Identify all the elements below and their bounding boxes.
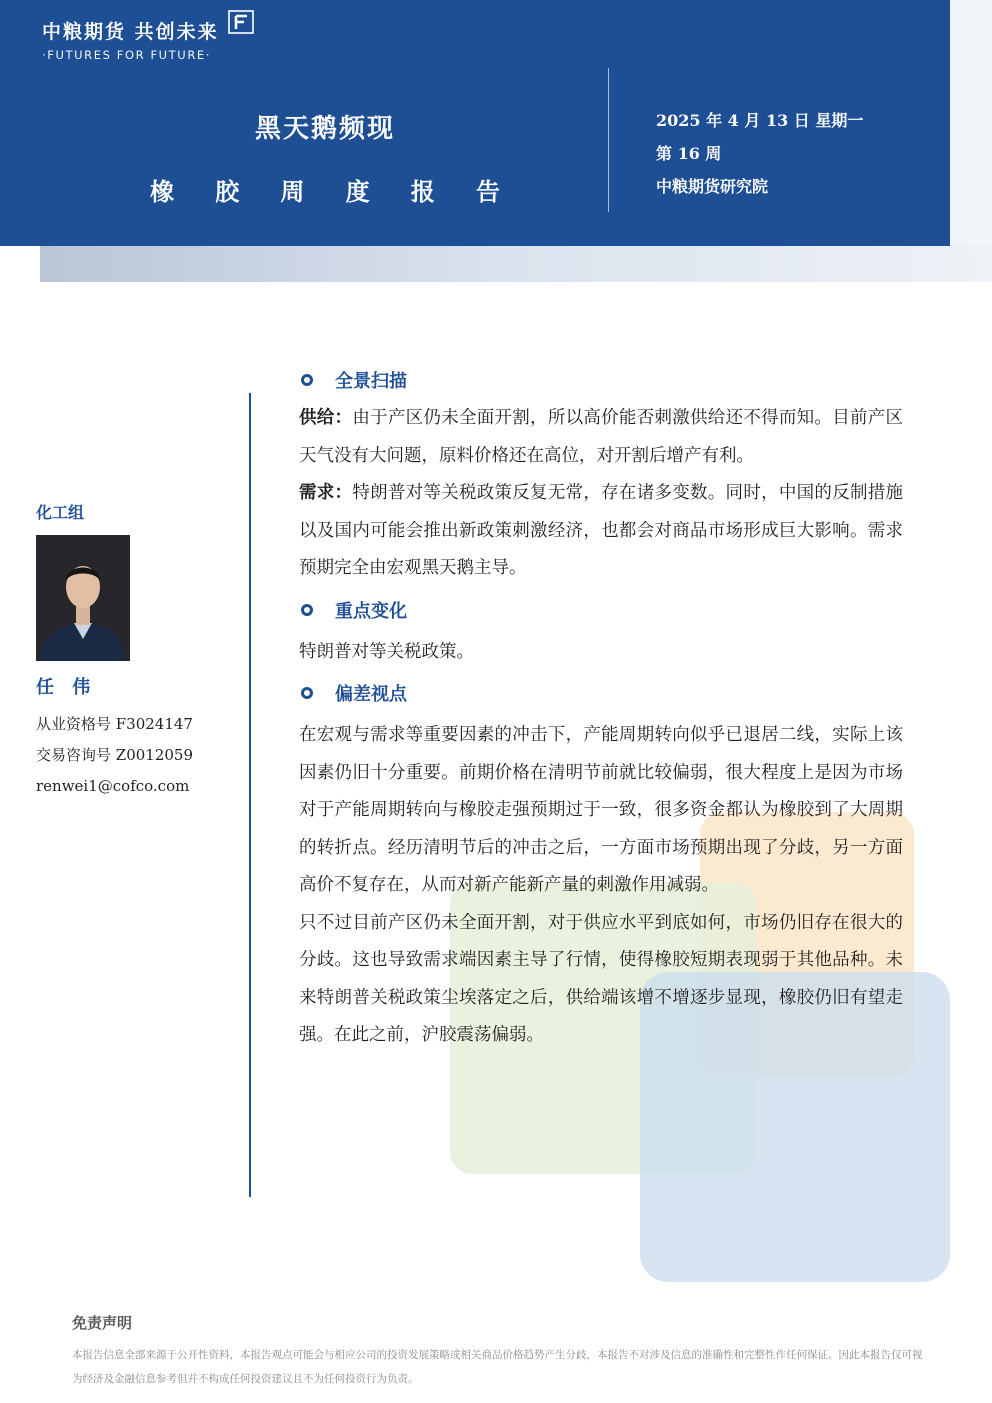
subtitle-char: 告: [475, 177, 500, 206]
subtitle-char: 橡: [150, 177, 174, 206]
subtitle-char: 周: [280, 177, 305, 206]
demand-text: 特朗普对等关税政策反复无常，存在诸多变数。同时，中国的反制措施以及国内可能会推出新政策刺激经济，也都会对商品市场形成巨大影响。需求预期完全由宏观黑天鹅主导。: [299, 483, 904, 578]
analyst-email[interactable]: renwei1@cofco.com: [36, 777, 190, 795]
header-divider: [608, 68, 609, 212]
logo-mark-icon: [228, 10, 254, 34]
deviation-paragraph-1: 在宏观与需求等重要因素的冲击下，产能周期转向似乎已退居二线，实际上该因素仍旧十分重要。前期价格在清明节前就比较偏弱，很大程度上是因为市场对于产能周期转向与橡胶走强预期过于一致，很多资金都认为橡胶到了大周期的转折点。经历清明节后的冲击之后，一方面市场预期出现了分歧，另一方面高价不复存在，从而对新产能新产量的刺激作用减弱。: [299, 725, 903, 895]
supply-label: 供给：: [299, 408, 353, 428]
section-key-change-header: [299, 592, 903, 628]
brand-logo: [42, 18, 219, 62]
analyst-credentials: [36, 709, 236, 802]
subtitle-char: 报: [410, 177, 435, 206]
key-change-paragraph: 特朗普对等关税政策。: [299, 641, 474, 662]
report-body: [299, 362, 903, 1055]
deviation-paragraph-2: 只不过目前产区仍未全面开割，对于供应水平到底如何，市场仍旧存在很大的分歧。这也导致需求端因素主导了行情，使得橡胶短期表现弱于其他品种。未来特朗普关税政策尘埃落定之后，供给端该增不增逐步显现，橡胶仍旧有望走强。在此之前，沪胶震荡偏弱。: [299, 912, 903, 1045]
report-institute: 中粮期货研究院: [656, 177, 769, 196]
logo-english-text: ·FUTURES FOR FUTURE·: [42, 48, 212, 62]
analyst-name: 任 伟: [36, 677, 97, 698]
disclaimer-body: 本报告信息全部来源于公开性资料，本报告观点可能会与相应公司的投资发展策略或相关商品价格趋势产生分歧，本报告不对涉及信息的准确性和完整性作任何保证。因此本报告仅可视为经济及金融信息参考但并不构成任何投资建议且不为任何投资行为负责。: [72, 1349, 923, 1385]
disclaimer: [72, 1312, 924, 1391]
subtitle-char: 胶: [215, 177, 240, 206]
sidebar-divider: [249, 393, 251, 1197]
header-background-stripe: [40, 246, 992, 282]
section-title: 重点变化: [335, 600, 407, 622]
analyst-group: 化工组: [36, 503, 85, 522]
bullet-circle-icon: [301, 687, 313, 699]
section-title: 全景扫描: [335, 371, 407, 392]
report-week: 第 16 周: [656, 144, 722, 163]
report-date: 2025 年 4 月 13 日 星期一: [656, 111, 864, 130]
logo-chinese-text: 中粮期货 共创未来: [42, 21, 219, 43]
report-subtitle: [150, 172, 500, 207]
person-portrait-icon: [36, 535, 130, 661]
bullet-circle-icon: [301, 374, 313, 386]
analyst-sidebar: [36, 500, 236, 802]
report-title: 黑天鹅频现: [254, 114, 395, 144]
section-overview-header: [299, 362, 903, 398]
consulting-number: 交易咨询号 Z0012059: [36, 746, 193, 764]
supply-paragraph: [299, 400, 903, 475]
supply-text: 由于产区仍未全面开割，所以高价能否刺激供给还不得而知。目前产区天气没有大问题，原料价格还在高位，对开割后增产有利。: [299, 408, 904, 466]
bullet-circle-icon: [301, 604, 313, 616]
disclaimer-title: 免责声明: [72, 1314, 133, 1332]
demand-label: 需求：: [299, 483, 353, 503]
section-deviation-header: [299, 675, 903, 711]
subtitle-char: 度: [345, 177, 370, 206]
header-band: [0, 0, 950, 246]
report-meta: [656, 104, 863, 203]
analyst-photo: [36, 535, 130, 661]
demand-paragraph: [299, 475, 903, 588]
qualification-number: 从业资格号 F3024147: [36, 715, 193, 733]
section-title: 偏差视点: [335, 684, 407, 705]
